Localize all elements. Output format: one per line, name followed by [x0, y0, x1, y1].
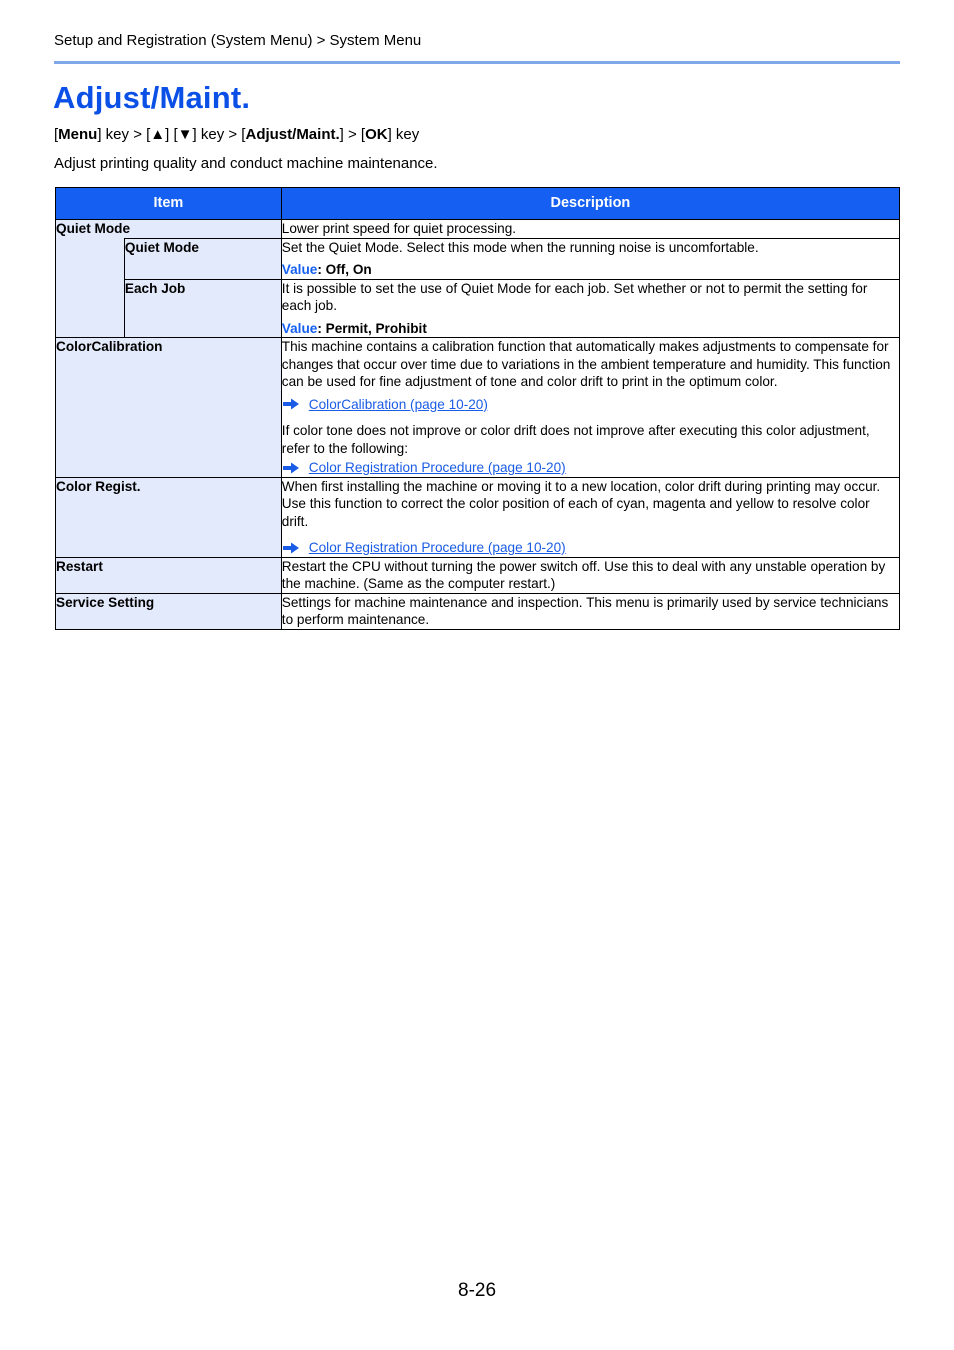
nav-ok-key: OK — [365, 126, 388, 143]
item-restart: Restart — [56, 557, 282, 593]
item-quiet-mode: Quiet Mode — [56, 220, 282, 239]
table-row — [56, 338, 900, 478]
table-row — [56, 593, 900, 629]
desc-each-job — [281, 279, 899, 338]
item-column-header: Item — [56, 188, 282, 220]
item-indent-spacer — [56, 238, 125, 338]
page-title: Adjust/Maint. — [53, 80, 251, 115]
nav-text: ] [ — [165, 126, 178, 143]
description-column-header: Description — [281, 188, 899, 220]
value-label: Value — [281, 320, 318, 336]
value-options: : Off, On — [317, 262, 372, 277]
settings-table — [55, 187, 900, 630]
value-label: Value — [281, 262, 318, 277]
nav-text: ] key — [387, 126, 420, 143]
desc-text: It is possible to set the use of Quiet Mode for each job. Set whether or not to permit the setting for each job. — [281, 280, 868, 313]
nav-menu-key: Menu — [58, 126, 98, 143]
item-each-job: Each Job — [124, 279, 281, 338]
reference-link-row — [282, 459, 899, 477]
desc-text: This machine contains a calibration function that automatically makes adjustments to compensate for changes that occur over time due to variations in the ambient temperature and humidity. This function can be used for fine adjustment of tone and color drift to print in the optimum color. — [281, 339, 891, 389]
menu-navigation-path — [54, 126, 419, 143]
arrow-right-icon — [282, 398, 300, 410]
desc-service-setting: Settings for machine maintenance and inspection. This menu is primarily used by service technicians to perform maintenance. — [281, 593, 899, 629]
table-row — [56, 220, 900, 239]
color-registration-link[interactable]: Color Registration Procedure (page 10-20) — [308, 540, 566, 555]
nav-up-key: ▲ — [150, 126, 166, 143]
desc-restart: Restart the CPU without turning the power switch off. Use this to deal with any unstable operation by the machine. (Same as the computer restart.) — [281, 557, 899, 593]
item-color-calibration: ColorCalibration — [56, 338, 282, 478]
value-line — [282, 320, 899, 338]
reference-link-row — [282, 539, 899, 557]
item-quiet-mode-sub: Quiet Mode — [124, 238, 281, 279]
table-row — [56, 557, 900, 593]
breadcrumb: Setup and Registration (System Menu) > System Menu — [54, 32, 422, 49]
page-number: 8-26 — [458, 1280, 497, 1301]
colorcalibration-link[interactable]: ColorCalibration (page 10-20) — [308, 396, 488, 412]
value-line — [282, 261, 899, 279]
item-service-setting: Service Setting — [56, 593, 282, 629]
color-registration-link[interactable]: Color Registration Procedure (page 10-20) — [308, 460, 566, 475]
desc-color-regist — [281, 477, 899, 557]
header-rule — [54, 61, 900, 64]
value-options: : Permit, Prohibit — [317, 320, 427, 336]
desc-text: Set the Quiet Mode. Select this mode when the running noise is uncomfortable. — [281, 239, 759, 255]
table-row — [56, 279, 900, 338]
table-row — [56, 477, 900, 557]
nav-text: [ — [54, 126, 59, 143]
nav-text: ] key > [ — [192, 126, 246, 143]
intro-text: Adjust printing quality and conduct machine maintenance. — [54, 155, 438, 172]
item-color-regist: Color Regist. — [56, 477, 282, 557]
nav-text: ] key > [ — [97, 126, 151, 143]
arrow-right-icon — [282, 462, 300, 474]
reference-link-row — [282, 396, 899, 414]
nav-text: ] > [ — [339, 126, 366, 143]
desc-text: If color tone does not improve or color drift does not improve after executing this color adjustment, refer to the following: — [281, 423, 870, 456]
desc-quiet-mode: Lower print speed for quiet processing. — [281, 220, 899, 239]
desc-text: When first installing the machine or moving it to a new location, color drift during printing may occur. Use this function to correct the color position of each of cyan, magenta and yellow to resolve color drift. — [281, 478, 881, 529]
arrow-right-icon — [282, 542, 300, 554]
table-row — [56, 238, 900, 279]
desc-quiet-mode-sub — [281, 238, 899, 279]
desc-color-calibration — [281, 338, 899, 478]
table-header-row — [56, 188, 900, 220]
nav-down-key: ▼ — [177, 126, 193, 143]
nav-adjust-maint-key: Adjust/Maint. — [245, 126, 340, 143]
